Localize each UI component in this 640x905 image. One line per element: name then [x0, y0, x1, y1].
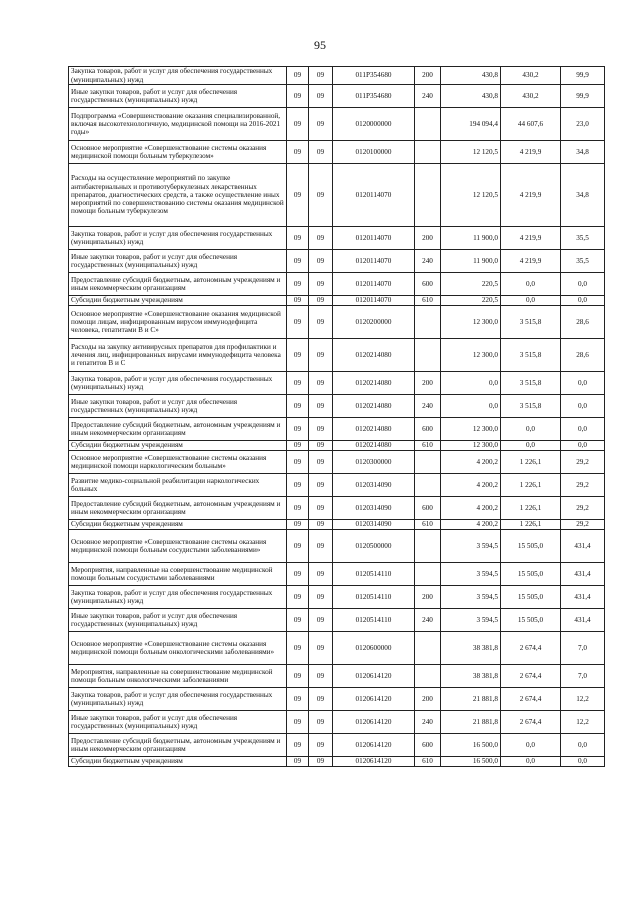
cell-actual-amount: 3 515,8: [501, 339, 561, 372]
table-row: [69, 497, 605, 520]
cell-actual-amount: 1 226,1: [501, 497, 561, 520]
cell-percent: 99,9: [561, 85, 605, 108]
cell-name: Расходы на осуществление мероприятий по закупке антибактериальных и противотуберкулезных лекарственных препаратов, диагностических средств, а также осуществление иных мероприятий по совершенствованию системы оказания медицинской помощи больным туберкулезом: [69, 164, 287, 227]
cell-percent: 0,0: [561, 395, 605, 418]
cell-target-article: 0120114070: [333, 296, 415, 306]
cell-expense-type: 240: [415, 395, 441, 418]
cell-subsection: 09: [309, 441, 333, 451]
table-row: [69, 665, 605, 688]
cell-expense-type: 200: [415, 688, 441, 711]
cell-target-article: 0120300000: [333, 451, 415, 474]
table-row: [69, 164, 605, 227]
cell-percent: 0,0: [561, 296, 605, 306]
cell-plan-amount: 38 381,8: [441, 632, 501, 665]
cell-name: Основное мероприятие «Совершенствование системы оказания медицинской помощи больным сосудистыми заболеваниями»: [69, 530, 287, 563]
cell-name: Субсидии бюджетным учреждениям: [69, 520, 287, 530]
cell-section: 09: [287, 306, 309, 339]
cell-actual-amount: 3 515,8: [501, 395, 561, 418]
cell-expense-type: 200: [415, 372, 441, 395]
cell-section: 09: [287, 85, 309, 108]
cell-subsection: 09: [309, 108, 333, 141]
cell-target-article: 0120114070: [333, 273, 415, 296]
cell-expense-type: 610: [415, 441, 441, 451]
table-row: [69, 451, 605, 474]
cell-name: Иные закупки товаров, работ и услуг для обеспечения государственных (муниципальных) нужд: [69, 711, 287, 734]
cell-plan-amount: 0,0: [441, 372, 501, 395]
cell-name: Иные закупки товаров, работ и услуг для обеспечения государственных (муниципальных) нужд: [69, 85, 287, 108]
cell-expense-type: 610: [415, 296, 441, 306]
cell-plan-amount: 4 200,2: [441, 520, 501, 530]
table-row: [69, 273, 605, 296]
cell-percent: 12,2: [561, 711, 605, 734]
cell-name: Предоставление субсидий бюджетным, автономным учреждениям и иным некоммерческим организациям: [69, 273, 287, 296]
cell-expense-type: 240: [415, 85, 441, 108]
cell-name: Субсидии бюджетным учреждениям: [69, 441, 287, 451]
cell-percent: 0,0: [561, 418, 605, 441]
cell-name: Закупка товаров, работ и услуг для обеспечения государственных (муниципальных) нужд: [69, 586, 287, 609]
cell-expense-type: 600: [415, 734, 441, 757]
cell-plan-amount: 220,5: [441, 273, 501, 296]
cell-percent: 29,2: [561, 474, 605, 497]
cell-plan-amount: 3 594,5: [441, 609, 501, 632]
cell-plan-amount: 12 120,5: [441, 141, 501, 164]
table-row: [69, 67, 605, 85]
cell-actual-amount: 0,0: [501, 296, 561, 306]
cell-actual-amount: 2 674,4: [501, 688, 561, 711]
cell-target-article: 011P354680: [333, 67, 415, 85]
cell-percent: 29,2: [561, 520, 605, 530]
cell-plan-amount: 12 300,0: [441, 339, 501, 372]
cell-expense-type: 240: [415, 609, 441, 632]
cell-expense-type: 600: [415, 418, 441, 441]
cell-expense-type: [415, 108, 441, 141]
cell-percent: 34,8: [561, 164, 605, 227]
cell-section: 09: [287, 250, 309, 273]
cell-subsection: 09: [309, 372, 333, 395]
cell-expense-type: 200: [415, 227, 441, 250]
cell-subsection: 09: [309, 665, 333, 688]
cell-section: 09: [287, 530, 309, 563]
cell-subsection: 09: [309, 520, 333, 530]
cell-plan-amount: 16 500,0: [441, 757, 501, 767]
table-row: [69, 250, 605, 273]
cell-name: Субсидии бюджетным учреждениям: [69, 757, 287, 767]
cell-subsection: 09: [309, 497, 333, 520]
cell-section: 09: [287, 586, 309, 609]
cell-percent: 431,4: [561, 609, 605, 632]
cell-subsection: 09: [309, 688, 333, 711]
table-row: [69, 306, 605, 339]
cell-plan-amount: 12 300,0: [441, 441, 501, 451]
cell-subsection: 09: [309, 296, 333, 306]
cell-actual-amount: 4 219,9: [501, 227, 561, 250]
cell-target-article: 0120100000: [333, 141, 415, 164]
cell-percent: 0,0: [561, 757, 605, 767]
cell-plan-amount: 220,5: [441, 296, 501, 306]
cell-expense-type: [415, 563, 441, 586]
cell-expense-type: [415, 164, 441, 227]
cell-section: 09: [287, 688, 309, 711]
cell-subsection: 09: [309, 586, 333, 609]
table-row: [69, 586, 605, 609]
cell-actual-amount: 2 674,4: [501, 632, 561, 665]
cell-expense-type: [415, 339, 441, 372]
cell-percent: 0,0: [561, 734, 605, 757]
cell-percent: 29,2: [561, 451, 605, 474]
cell-percent: 35,5: [561, 250, 605, 273]
cell-target-article: 0120214080: [333, 395, 415, 418]
cell-actual-amount: 2 674,4: [501, 665, 561, 688]
cell-name: Закупка товаров, работ и услуг для обеспечения государственных (муниципальных) нужд: [69, 227, 287, 250]
cell-target-article: 0120614120: [333, 665, 415, 688]
cell-expense-type: 610: [415, 757, 441, 767]
cell-plan-amount: 0,0: [441, 395, 501, 418]
cell-name: Субсидии бюджетным учреждениям: [69, 296, 287, 306]
cell-expense-type: 200: [415, 586, 441, 609]
cell-subsection: 09: [309, 418, 333, 441]
cell-section: 09: [287, 273, 309, 296]
cell-actual-amount: 15 505,0: [501, 563, 561, 586]
cell-section: 09: [287, 296, 309, 306]
cell-actual-amount: 3 515,8: [501, 372, 561, 395]
table-row: [69, 474, 605, 497]
table-row: [69, 563, 605, 586]
cell-expense-type: 200: [415, 67, 441, 85]
cell-actual-amount: 0,0: [501, 441, 561, 451]
cell-subsection: 09: [309, 85, 333, 108]
cell-target-article: 0120214080: [333, 441, 415, 451]
cell-expense-type: [415, 632, 441, 665]
cell-name: Развитие медико-социальной реабилитации наркологических больных: [69, 474, 287, 497]
cell-actual-amount: 0,0: [501, 734, 561, 757]
cell-name: Предоставление субсидий бюджетным, автономным учреждениям и иным некоммерческим организациям: [69, 734, 287, 757]
cell-percent: 99,9: [561, 67, 605, 85]
cell-section: 09: [287, 711, 309, 734]
cell-plan-amount: 194 094,4: [441, 108, 501, 141]
table-row: [69, 418, 605, 441]
cell-plan-amount: 430,8: [441, 85, 501, 108]
cell-actual-amount: 15 505,0: [501, 530, 561, 563]
cell-plan-amount: 3 594,5: [441, 530, 501, 563]
table-row: [69, 520, 605, 530]
cell-plan-amount: 11 900,0: [441, 250, 501, 273]
cell-name: Основное мероприятие «Совершенствование системы оказания медицинской помощи наркологическим больным»: [69, 451, 287, 474]
cell-subsection: 09: [309, 164, 333, 227]
cell-target-article: 0120614120: [333, 711, 415, 734]
cell-section: 09: [287, 164, 309, 227]
cell-expense-type: [415, 530, 441, 563]
cell-target-article: 0120114070: [333, 250, 415, 273]
cell-subsection: 09: [309, 757, 333, 767]
cell-section: 09: [287, 520, 309, 530]
cell-name: Иные закупки товаров, работ и услуг для обеспечения государственных (муниципальных) нужд: [69, 609, 287, 632]
cell-target-article: 0120500000: [333, 530, 415, 563]
cell-section: 09: [287, 757, 309, 767]
cell-percent: 34,8: [561, 141, 605, 164]
cell-name: Иные закупки товаров, работ и услуг для обеспечения государственных (муниципальных) нужд: [69, 395, 287, 418]
cell-section: 09: [287, 339, 309, 372]
cell-subsection: 09: [309, 609, 333, 632]
table-row: [69, 609, 605, 632]
cell-expense-type: [415, 474, 441, 497]
table-row: [69, 757, 605, 767]
cell-percent: 0,0: [561, 273, 605, 296]
cell-section: 09: [287, 734, 309, 757]
cell-plan-amount: 4 200,2: [441, 474, 501, 497]
cell-section: 09: [287, 227, 309, 250]
cell-subsection: 09: [309, 306, 333, 339]
table-body: [69, 67, 605, 767]
cell-plan-amount: 12 120,5: [441, 164, 501, 227]
cell-actual-amount: 3 515,8: [501, 306, 561, 339]
cell-subsection: 09: [309, 451, 333, 474]
cell-expense-type: 600: [415, 497, 441, 520]
cell-subsection: 09: [309, 632, 333, 665]
cell-expense-type: [415, 451, 441, 474]
cell-actual-amount: 4 219,9: [501, 141, 561, 164]
cell-plan-amount: 4 200,2: [441, 451, 501, 474]
cell-section: 09: [287, 108, 309, 141]
cell-section: 09: [287, 497, 309, 520]
cell-plan-amount: 38 381,8: [441, 665, 501, 688]
cell-actual-amount: 1 226,1: [501, 520, 561, 530]
table-row: [69, 441, 605, 451]
cell-percent: 0,0: [561, 372, 605, 395]
cell-expense-type: [415, 141, 441, 164]
cell-subsection: 09: [309, 227, 333, 250]
cell-section: 09: [287, 141, 309, 164]
cell-actual-amount: 2 674,4: [501, 711, 561, 734]
table-row: [69, 734, 605, 757]
cell-name: Закупка товаров, работ и услуг для обеспечения государственных (муниципальных) нужд: [69, 372, 287, 395]
cell-target-article: 0120314090: [333, 497, 415, 520]
cell-subsection: 09: [309, 395, 333, 418]
cell-actual-amount: 0,0: [501, 273, 561, 296]
cell-actual-amount: 4 219,9: [501, 164, 561, 227]
cell-target-article: 0120200000: [333, 306, 415, 339]
table-row: [69, 372, 605, 395]
cell-section: 09: [287, 395, 309, 418]
cell-actual-amount: 0,0: [501, 757, 561, 767]
cell-target-article: 0120000000: [333, 108, 415, 141]
cell-actual-amount: 44 607,6: [501, 108, 561, 141]
cell-expense-type: [415, 306, 441, 339]
cell-target-article: 0120600000: [333, 632, 415, 665]
cell-percent: 0,0: [561, 441, 605, 451]
cell-actual-amount: 430,2: [501, 85, 561, 108]
cell-name: Иные закупки товаров, работ и услуг для обеспечения государственных (муниципальных) нужд: [69, 250, 287, 273]
cell-target-article: 0120314090: [333, 520, 415, 530]
cell-target-article: 0120314090: [333, 474, 415, 497]
cell-subsection: 09: [309, 474, 333, 497]
cell-target-article: 0120514110: [333, 563, 415, 586]
cell-name: Расходы на закупку антивирусных препаратов для профилактики и лечения лиц, инфицированных вирусами иммунодефицита человека и гепатитов В и С: [69, 339, 287, 372]
cell-percent: 12,2: [561, 688, 605, 711]
cell-section: 09: [287, 372, 309, 395]
cell-actual-amount: 1 226,1: [501, 474, 561, 497]
cell-subsection: 09: [309, 67, 333, 85]
cell-name: Мероприятия, направленные на совершенствование медицинской помощи больным онкологическими заболеваниями: [69, 665, 287, 688]
table-row: [69, 85, 605, 108]
cell-expense-type: 600: [415, 273, 441, 296]
cell-plan-amount: 11 900,0: [441, 227, 501, 250]
cell-plan-amount: 12 300,0: [441, 418, 501, 441]
cell-plan-amount: 3 594,5: [441, 586, 501, 609]
cell-percent: 28,6: [561, 339, 605, 372]
cell-name: Основное мероприятие «Совершенствование системы оказания медицинской помощи больным туберкулезом»: [69, 141, 287, 164]
cell-plan-amount: 21 881,8: [441, 688, 501, 711]
cell-target-article: 0120214080: [333, 372, 415, 395]
budget-table: [68, 66, 605, 767]
cell-percent: 431,4: [561, 586, 605, 609]
cell-subsection: 09: [309, 141, 333, 164]
table-row: [69, 141, 605, 164]
cell-target-article: 0120614120: [333, 688, 415, 711]
cell-expense-type: [415, 665, 441, 688]
page-number: 95: [314, 38, 326, 52]
cell-name: Закупка товаров, работ и услуг для обеспечения государственных (муниципальных) нужд: [69, 67, 287, 85]
cell-name: Мероприятия, направленные на совершенствование медицинской помощи больным сосудистыми заболеваниями: [69, 563, 287, 586]
table-row: [69, 711, 605, 734]
cell-target-article: 0120514110: [333, 609, 415, 632]
cell-plan-amount: 12 300,0: [441, 306, 501, 339]
cell-actual-amount: 15 505,0: [501, 586, 561, 609]
cell-percent: 29,2: [561, 497, 605, 520]
cell-section: 09: [287, 474, 309, 497]
cell-name: Основное мероприятие «Совершенствование оказания медицинской помощи лицам, инфицированным вирусом иммунодефицита человека, гепатитами В и С»: [69, 306, 287, 339]
cell-actual-amount: 0,0: [501, 418, 561, 441]
cell-target-article: 0120114070: [333, 164, 415, 227]
cell-target-article: 0120514110: [333, 586, 415, 609]
cell-plan-amount: 21 881,8: [441, 711, 501, 734]
cell-target-article: 0120614120: [333, 757, 415, 767]
table-row: [69, 632, 605, 665]
cell-target-article: 0120614120: [333, 734, 415, 757]
cell-subsection: 09: [309, 339, 333, 372]
table-row: [69, 395, 605, 418]
cell-expense-type: 240: [415, 711, 441, 734]
cell-actual-amount: 430,2: [501, 67, 561, 85]
cell-section: 09: [287, 418, 309, 441]
cell-subsection: 09: [309, 273, 333, 296]
cell-name: Закупка товаров, работ и услуг для обеспечения государственных (муниципальных) нужд: [69, 688, 287, 711]
cell-subsection: 09: [309, 734, 333, 757]
cell-target-article: 0120214080: [333, 418, 415, 441]
cell-section: 09: [287, 609, 309, 632]
cell-subsection: 09: [309, 530, 333, 563]
cell-section: 09: [287, 67, 309, 85]
cell-plan-amount: 3 594,5: [441, 563, 501, 586]
table-row: [69, 296, 605, 306]
cell-target-article: 0120114070: [333, 227, 415, 250]
cell-percent: 23,0: [561, 108, 605, 141]
cell-name: Предоставление субсидий бюджетным, автономным учреждениям и иным некоммерческим организациям: [69, 418, 287, 441]
cell-percent: 7,0: [561, 665, 605, 688]
cell-section: 09: [287, 441, 309, 451]
cell-expense-type: 240: [415, 250, 441, 273]
cell-section: 09: [287, 665, 309, 688]
table-row: [69, 108, 605, 141]
cell-percent: 35,5: [561, 227, 605, 250]
cell-actual-amount: 1 226,1: [501, 451, 561, 474]
cell-plan-amount: 16 500,0: [441, 734, 501, 757]
cell-plan-amount: 4 200,2: [441, 497, 501, 520]
cell-target-article: 011P354680: [333, 85, 415, 108]
cell-section: 09: [287, 563, 309, 586]
cell-actual-amount: 15 505,0: [501, 609, 561, 632]
table-row: [69, 339, 605, 372]
table-row: [69, 227, 605, 250]
cell-plan-amount: 430,8: [441, 67, 501, 85]
cell-subsection: 09: [309, 250, 333, 273]
cell-percent: 28,6: [561, 306, 605, 339]
cell-name: Основное мероприятие «Совершенствование системы оказания медицинской помощи больным онкологическими заболеваниями»: [69, 632, 287, 665]
cell-actual-amount: 4 219,9: [501, 250, 561, 273]
cell-expense-type: 610: [415, 520, 441, 530]
cell-section: 09: [287, 632, 309, 665]
cell-percent: 431,4: [561, 530, 605, 563]
cell-subsection: 09: [309, 563, 333, 586]
cell-subsection: 09: [309, 711, 333, 734]
cell-section: 09: [287, 451, 309, 474]
cell-percent: 431,4: [561, 563, 605, 586]
cell-percent: 7,0: [561, 632, 605, 665]
table-row: [69, 530, 605, 563]
cell-target-article: 0120214080: [333, 339, 415, 372]
cell-name: Подпрограмма «Совершенствование оказания специализированной, включая высокотехнологичную, медицинской помощи на 2016-2021 годы»: [69, 108, 287, 141]
cell-name: Предоставление субсидий бюджетным, автономным учреждениям и иным некоммерческим организациям: [69, 497, 287, 520]
table-row: [69, 688, 605, 711]
